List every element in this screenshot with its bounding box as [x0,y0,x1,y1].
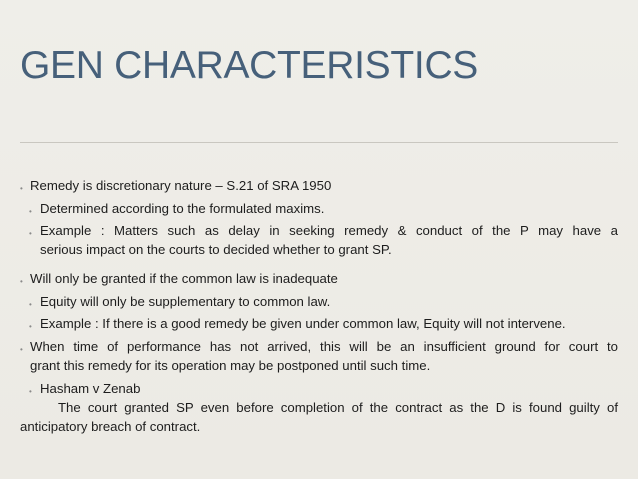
bullet-2-1-text: Equity will only be supplementary to common law. [40,294,331,309]
case-paragraph-line-1: The court granted SP even before completion of the contract as the D is found guilty of [58,400,618,415]
bullet-1-2-line-1: Example : Matters such as delay in seeking remedy & conduct of the P may have a [40,223,618,238]
bullet-icon: • [20,184,23,193]
bullet-3-line-2: grant this remedy for its operation may be postponed until such time. [30,358,431,373]
bullet-2-2-text: Example : If there is a good remedy be given under common law, Equity will not intervene. [40,316,566,331]
bullet-icon: • [20,345,23,354]
bullet-icon: • [29,387,32,396]
bullet-1-text: Remedy is discretionary nature – S.21 of SRA 1950 [30,178,332,193]
bullet-1-2-line-2: serious impact on the courts to decided whether to grant SP. [40,242,392,257]
bullet-icon: • [29,322,32,331]
bullet-2-text: Will only be granted if the common law is inadequate [30,271,338,286]
slide-title: GEN CHARACTERISTICS [20,44,479,87]
title-divider [20,142,618,143]
bullet-icon: • [29,300,32,309]
case-paragraph-line-2: anticipatory breach of contract. [20,419,201,434]
bullet-icon: • [29,207,32,216]
bullet-icon: • [20,277,23,286]
bullet-3-1-text: Hasham v Zenab [40,381,141,396]
bullet-icon: • [29,229,32,238]
bullet-1-1-text: Determined according to the formulated maxims. [40,201,325,216]
bullet-3-line-1: When time of performance has not arrived, this will be an insufficient ground for court to [30,339,618,354]
